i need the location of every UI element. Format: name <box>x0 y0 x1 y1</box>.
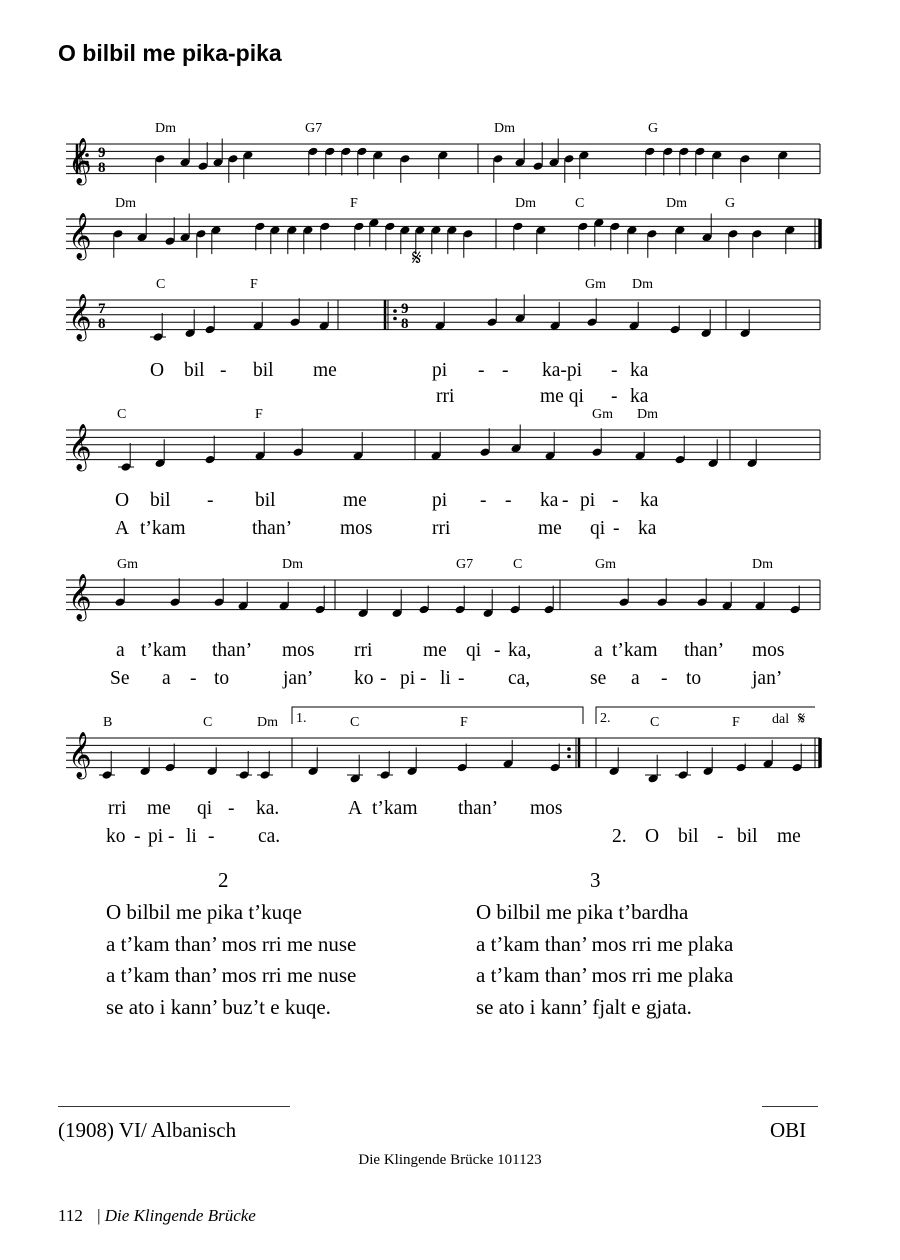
chord-symbol: Gm <box>592 407 613 422</box>
lyric: pi <box>432 360 448 381</box>
chord-symbol: C <box>513 557 523 572</box>
page-footer: 112 | Die Klingende Brücke <box>58 1206 256 1225</box>
chord-symbol: Dm <box>637 407 658 422</box>
lyric: mos <box>282 640 315 661</box>
dal-segno-label: dal <box>772 712 790 727</box>
lyric: - <box>480 490 487 511</box>
lyric: me <box>538 518 562 539</box>
verse-number: 2 <box>218 868 229 892</box>
lyric: bil <box>678 826 699 847</box>
song-title: O bilbil me pika-pika <box>58 40 282 66</box>
verse-line: a t’kam than’ mos rri me nuse <box>106 963 357 987</box>
lyric: qi <box>197 798 213 819</box>
lyric: ca. <box>258 826 281 847</box>
verse-line: O bilbil me pika t’bardha <box>476 900 689 924</box>
treble-clef-icon: 𝄞 <box>68 213 92 259</box>
lyric: t’kam <box>141 640 187 661</box>
lyric: - <box>478 360 485 381</box>
lyric: to <box>686 668 702 689</box>
segno-icon: 𝄋 <box>412 246 422 271</box>
treble-clef-icon: 𝄞 <box>68 732 92 778</box>
treble-clef-icon: 𝄞 <box>68 294 92 340</box>
lyric: - <box>502 360 509 381</box>
lyric: mos <box>752 640 785 661</box>
lyric: pi <box>432 490 448 511</box>
lyric: O <box>150 360 165 381</box>
lyric: rri <box>108 798 127 819</box>
lyric: - <box>458 668 465 689</box>
lyric: mos <box>530 798 563 819</box>
book-title: Die Klingende Brücke <box>104 1206 256 1225</box>
staff-system-1 <box>66 139 820 183</box>
lyric: - <box>190 668 197 689</box>
chord-symbol: C <box>650 715 660 730</box>
chord-symbol: Dm <box>515 196 536 211</box>
staff-system-4 <box>66 425 820 472</box>
lyric: qi <box>590 518 606 539</box>
chord-symbol: Gm <box>117 557 138 572</box>
chord-symbol: Dm <box>666 196 687 211</box>
verse-line: a t’kam than’ mos rri me plaka <box>476 931 734 956</box>
repeat-dot <box>567 747 571 751</box>
staff-system-3 <box>66 295 820 342</box>
lyric: pi <box>580 490 596 511</box>
lyric: ca, <box>508 668 531 689</box>
lyric: me <box>313 360 337 381</box>
verse-line: se ato i kann’ buz’t e kuqe. <box>106 994 331 1019</box>
chord-symbol: G <box>648 121 659 136</box>
chord-symbol: C <box>350 715 360 730</box>
chord-symbol: F <box>350 196 358 211</box>
chord-symbol: C <box>156 277 166 292</box>
lyric: ko <box>354 668 374 689</box>
chord-symbol: Dm <box>752 557 773 572</box>
lyric: rri <box>436 386 455 407</box>
treble-clef-icon: 𝄞 <box>68 138 92 184</box>
catalog-reference: Die Klingende Brücke 101123 <box>358 1152 542 1168</box>
lyric: li <box>186 826 197 847</box>
footer-rule-left <box>58 1106 290 1107</box>
verse-2 <box>106 897 356 1023</box>
lyric: pi <box>400 668 416 689</box>
lyric: ka <box>640 490 659 511</box>
time-signature-bottom: 8 <box>98 160 106 176</box>
lyric: me qi <box>540 386 584 407</box>
chord-symbol: C <box>117 407 127 422</box>
lyric: t’kam <box>140 518 186 539</box>
lyric: me <box>147 798 171 819</box>
lyric: li <box>440 668 451 689</box>
lyric: - <box>228 798 235 819</box>
staff-system-6 <box>66 738 820 783</box>
lyric: se <box>590 668 607 689</box>
staff-system-2 <box>66 214 820 258</box>
lyric: me <box>777 826 801 847</box>
lyric: - <box>168 826 175 847</box>
lyric: 2. <box>612 826 627 847</box>
verse-number: 3 <box>590 868 601 892</box>
chord-symbol: Gm <box>585 277 606 292</box>
repeat-dot <box>393 309 397 313</box>
lyric: bil <box>150 490 171 511</box>
lyric: ka, <box>508 640 532 661</box>
lyric: - <box>380 668 387 689</box>
lyric: t’kam <box>612 640 658 661</box>
lyric: ka <box>630 386 649 407</box>
lyric: t’kam <box>372 798 418 819</box>
lyric: - <box>207 490 214 511</box>
lyric: A <box>348 798 363 819</box>
verse-line: a t’kam than’ mos rri me plaka <box>476 963 734 987</box>
chord-symbol: Dm <box>632 277 653 292</box>
lyric: - <box>505 490 512 511</box>
chord-symbol: G <box>725 196 736 211</box>
chord-symbol: F <box>250 277 258 292</box>
chord-symbol: Dm <box>282 557 303 572</box>
chord-symbol: C <box>203 715 213 730</box>
lyric: pi <box>148 826 164 847</box>
lyric: to <box>214 668 230 689</box>
lyric: ko <box>106 826 126 847</box>
second-ending-label: 2. <box>600 711 611 726</box>
time-signature-bottom: 8 <box>401 316 409 332</box>
lyric: - <box>220 360 227 381</box>
lyric: - <box>613 518 620 539</box>
lyric: than’ <box>252 518 293 539</box>
treble-clef-icon: 𝄞 <box>68 574 92 620</box>
lyric: - <box>717 826 724 847</box>
time-signature-top: 9 <box>401 301 409 317</box>
chord-symbol: Dm <box>115 196 136 211</box>
chord-symbol: B <box>103 715 113 730</box>
lyric: - <box>611 386 618 407</box>
lyric: - <box>661 668 668 689</box>
verse-line: se ato i kann’ fjalt e gjata. <box>476 994 692 1019</box>
lyric: - <box>420 668 427 689</box>
lyric: than’ <box>458 798 499 819</box>
segno-icon: 𝄋 <box>798 709 806 729</box>
lyric: ka <box>540 490 559 511</box>
chord-symbol: F <box>255 407 263 422</box>
verse-line: O bilbil me pika t’kuqe <box>106 900 302 924</box>
staff-system-5 <box>66 578 820 618</box>
treble-clef-icon: 𝄞 <box>68 424 92 470</box>
chord-symbol: G7 <box>456 557 474 572</box>
time-signature-top: 9 <box>98 145 106 161</box>
time-signature-bottom: 8 <box>98 316 106 332</box>
lyric: jan’ <box>283 668 314 689</box>
first-ending-bracket <box>292 707 583 724</box>
lyric: - <box>494 640 501 661</box>
lyric: ka <box>638 518 657 539</box>
chord-symbol: Dm <box>494 121 515 136</box>
lyric: me <box>423 640 447 661</box>
chord-symbol: Gm <box>595 557 616 572</box>
lyric: bil <box>184 360 205 381</box>
lyric: bil <box>737 826 758 847</box>
page-number: 112 <box>58 1206 83 1225</box>
lyric: - <box>208 826 215 847</box>
lyric: bil <box>255 490 276 511</box>
time-signature-top: 7 <box>98 301 106 317</box>
lyric: than’ <box>684 640 725 661</box>
footer-rule-right <box>762 1106 818 1107</box>
source-note: (1908) VI/ Albanisch <box>58 1118 237 1142</box>
lyric: - <box>611 360 618 381</box>
lyric: Se <box>110 668 130 689</box>
lyric: mos <box>340 518 373 539</box>
lyric: ka <box>630 360 649 381</box>
lyric: O <box>645 826 660 847</box>
lyric: bil <box>253 360 274 381</box>
lyric: a <box>631 668 640 689</box>
chord-symbol: F <box>732 715 740 730</box>
lyric: rri <box>354 640 373 661</box>
lyric: than’ <box>212 640 253 661</box>
chord-symbol: Dm <box>257 715 278 730</box>
verse-3 <box>476 897 733 1023</box>
chord-symbol: F <box>460 715 468 730</box>
lyric: O <box>115 490 130 511</box>
lyric: qi <box>466 640 482 661</box>
lyric: A <box>115 518 130 539</box>
lyric: ka. <box>256 798 280 819</box>
lyric: - <box>562 490 569 511</box>
chord-symbol: Dm <box>155 121 176 136</box>
lyric: - <box>134 826 141 847</box>
chord-symbol: G7 <box>305 121 323 136</box>
lyric: a <box>116 640 125 661</box>
lyric: me <box>343 490 367 511</box>
first-ending-label: 1. <box>296 711 307 726</box>
repeat-dot <box>393 317 397 321</box>
lyric: - <box>612 490 619 511</box>
repeat-dot <box>567 755 571 759</box>
verse-line: a t’kam than’ mos rri me nuse <box>106 931 357 956</box>
chord-symbol: C <box>575 196 585 211</box>
collector-initials: OBI <box>770 1118 807 1142</box>
lyric: a <box>162 668 171 689</box>
lyric: rri <box>432 518 451 539</box>
lyric: a <box>594 640 603 661</box>
lyric: jan’ <box>752 668 783 689</box>
lyric: ka-pi <box>542 360 583 381</box>
